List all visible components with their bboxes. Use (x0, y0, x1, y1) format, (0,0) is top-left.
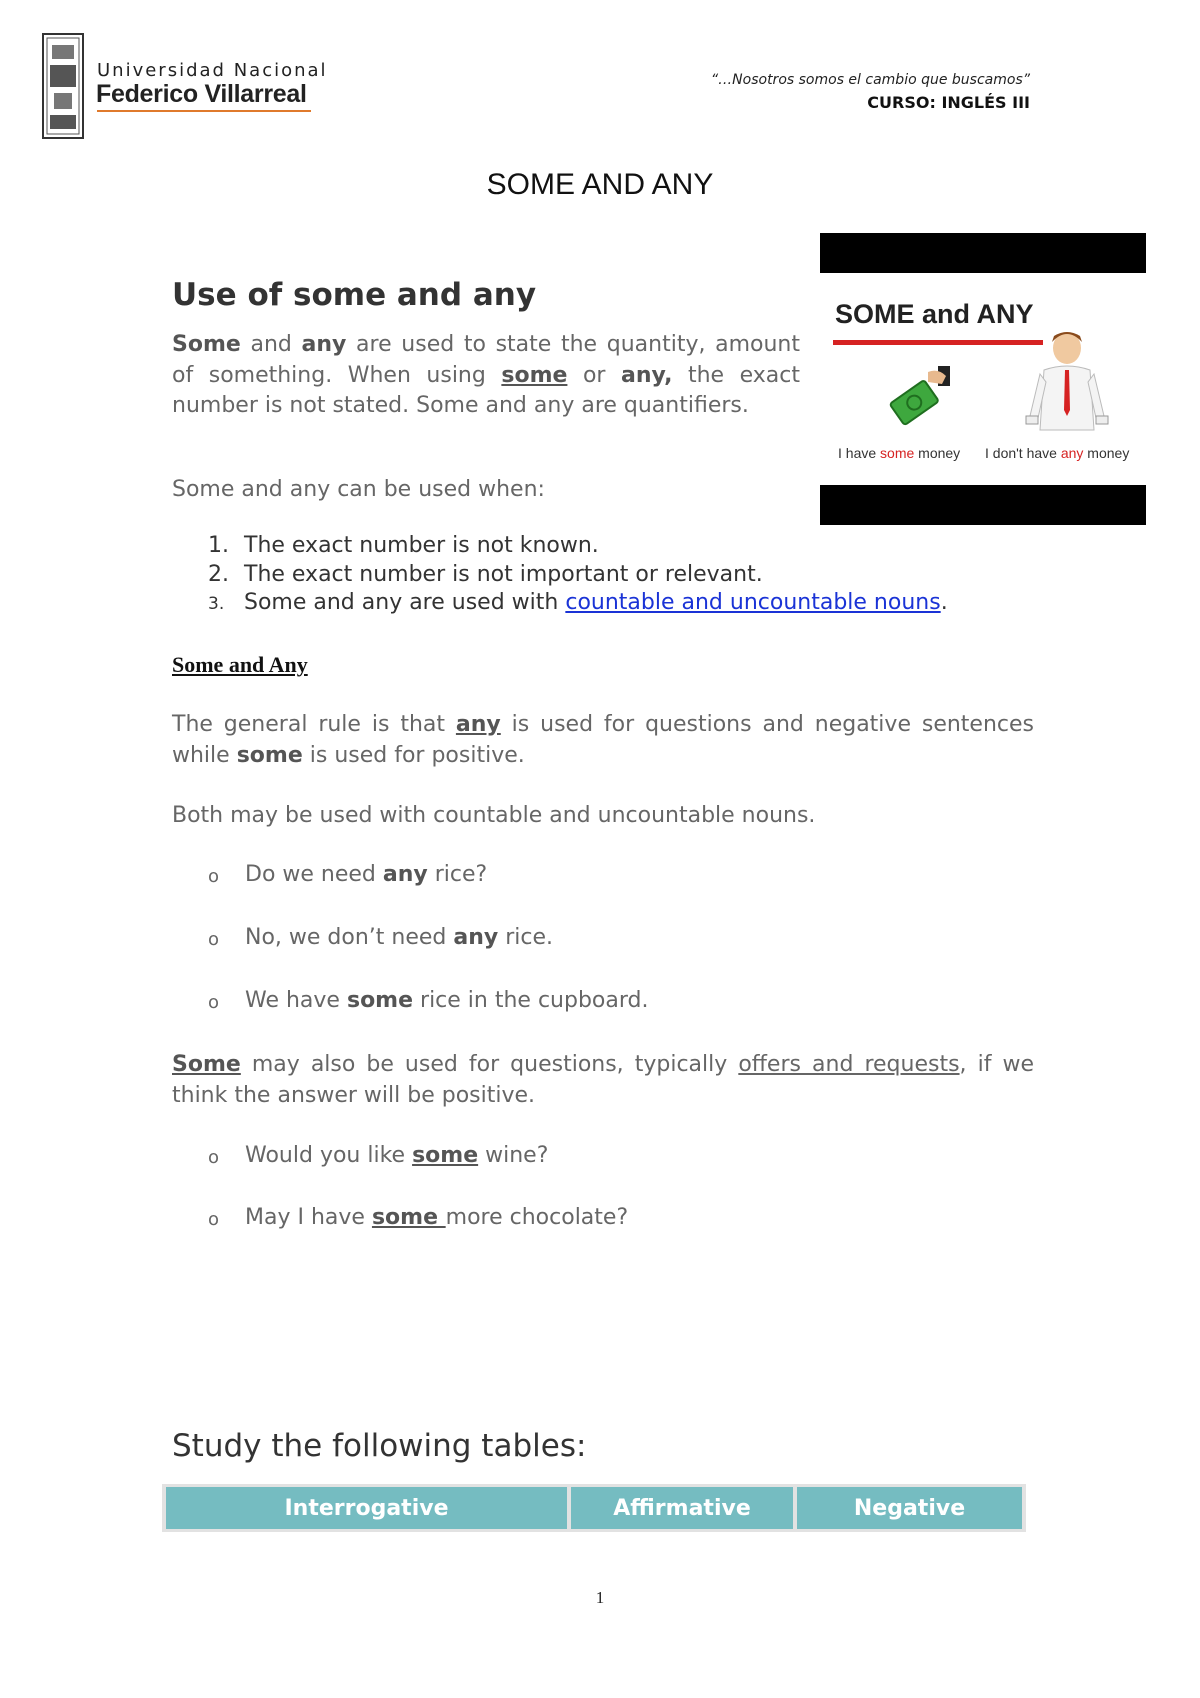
page-number: 1 (595, 1588, 605, 1607)
caption-any-money: I don't have any money (985, 445, 1130, 461)
table-header-interrogative: Interrogative (166, 1487, 567, 1529)
table-header-affirmative: Affirmative (571, 1487, 793, 1529)
university-crest-logo (42, 33, 84, 139)
image-red-line (833, 340, 1043, 345)
countable-uncountable-link[interactable]: countable and uncountable nouns (565, 590, 941, 615)
image-black-bar-bottom (820, 485, 1146, 525)
man-empty-pockets-icon (1022, 330, 1112, 442)
university-name-line2: Federico Villarreal (96, 80, 307, 108)
section-heading-some-and-any: Some and Any (172, 652, 308, 677)
table-header-negative: Negative (797, 1487, 1022, 1529)
header-course: CURSO: INGLÉS III (867, 93, 1030, 112)
image-black-bar-top (820, 233, 1146, 273)
study-tables-heading: Study the following tables: (172, 1428, 587, 1464)
can-be-used-text: Some and any can be used when: (172, 477, 545, 502)
general-rule-paragraph: The general rule is that any is used for questions and negative sentences while some is used for positive. (172, 712, 1035, 768)
document-title: SOME AND ANY (486, 168, 714, 201)
header-motto: “…Nosotros somos el cambio que buscamos” (710, 72, 1030, 88)
both-nouns-paragraph: Both may be used with countable and uncountable nouns. (172, 803, 816, 828)
caption-some-money: I have some money (838, 445, 961, 461)
list-item: 2. The exact number is not important or relevant. (208, 561, 763, 587)
grammar-table (162, 1484, 1026, 1532)
image-title: SOME and ANY (835, 299, 1034, 329)
list-item: 1. The exact number is not known. (208, 533, 599, 558)
section-heading-use: Use of some and any (172, 277, 537, 313)
list-item: 3. Some and any are used with countable and uncountable nouns. (208, 590, 948, 615)
offers-requests-paragraph: Some may also be used for questions, typically offers and requests, if we think the answer will be positive. (172, 1052, 1035, 1108)
numbered-list (172, 533, 1072, 619)
university-name-line1: Universidad Nacional (97, 60, 328, 81)
money-hand-icon (886, 362, 966, 436)
logo-underline (97, 110, 311, 112)
intro-paragraph: Some and any are used to state the quantity, amount of something. When using some or any, the exact number is not stated. Some and any are quantifiers. (172, 332, 800, 418)
